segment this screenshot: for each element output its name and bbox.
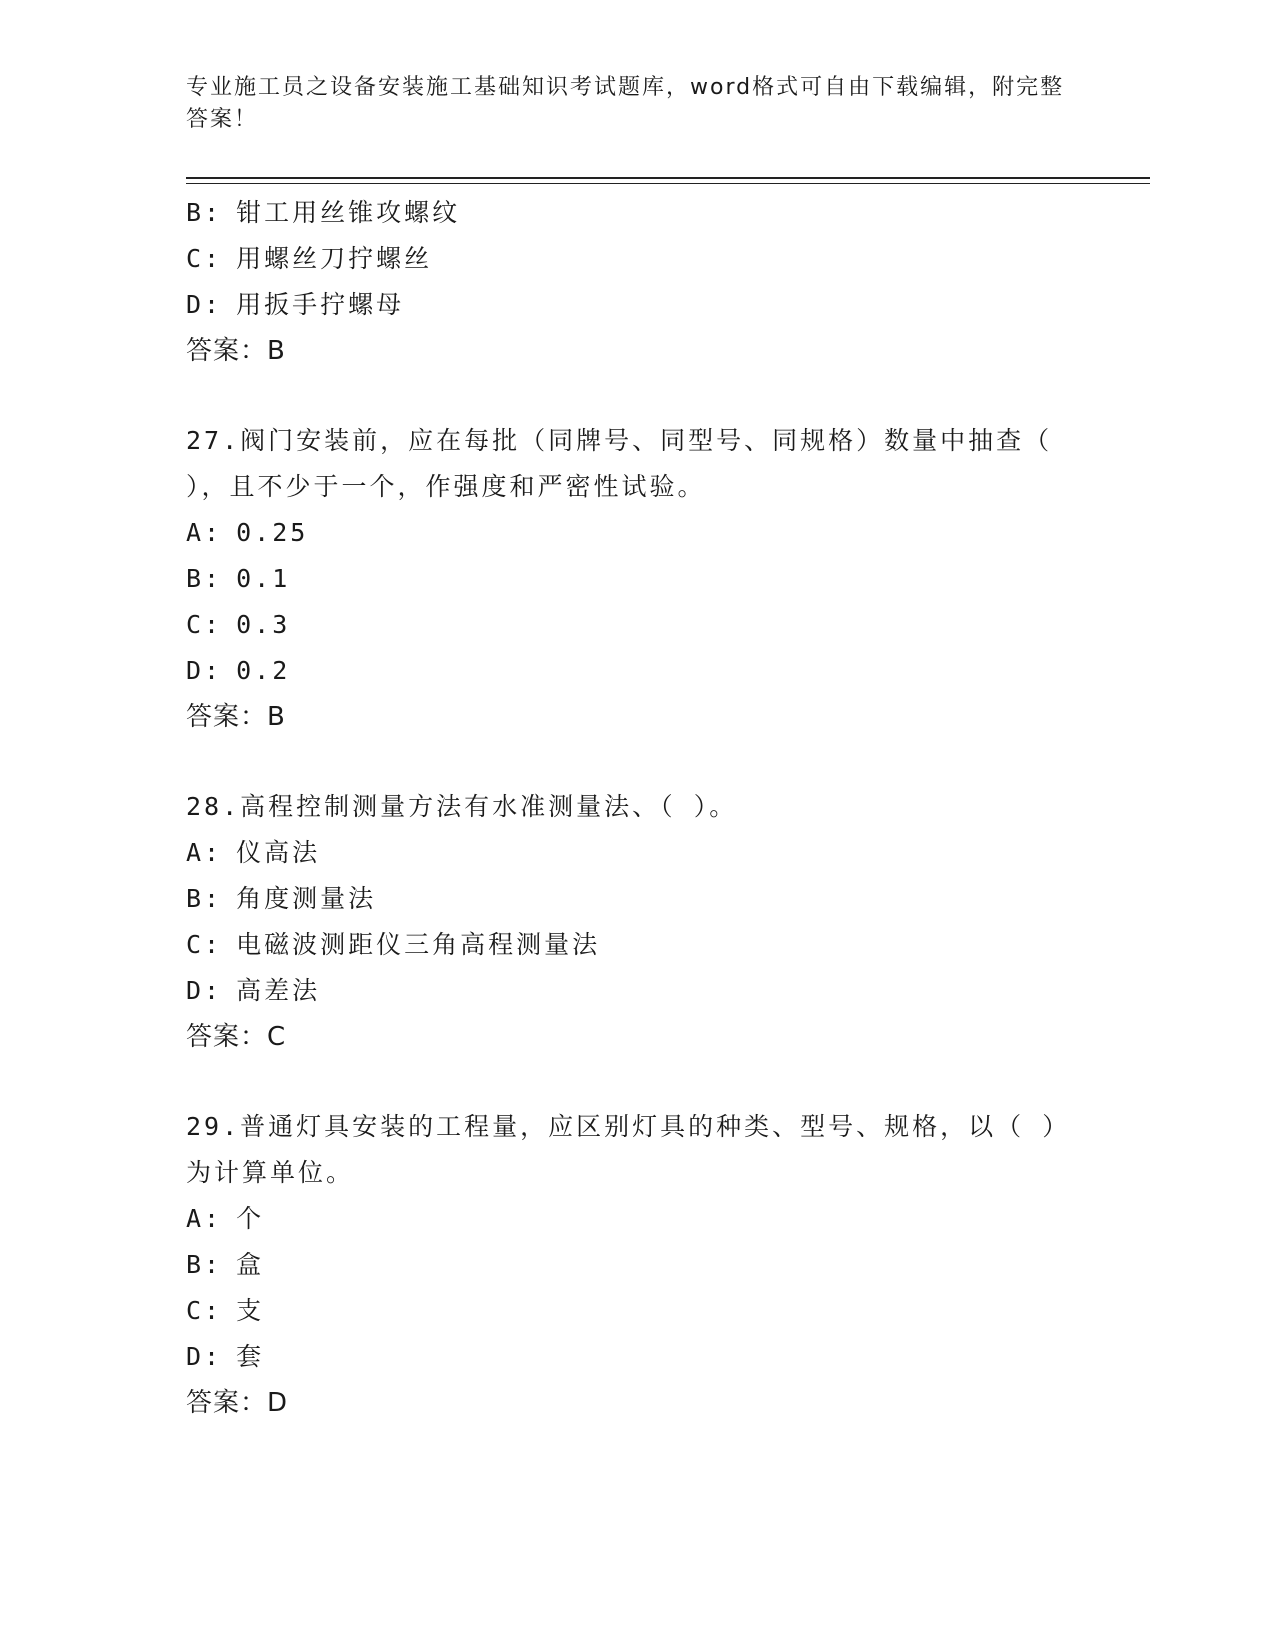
- option-d: [186, 648, 1086, 694]
- answer-line: 答案：B: [186, 702, 286, 732]
- option-text: 个: [236, 1204, 265, 1233]
- option-d: [186, 1334, 1086, 1380]
- question-partial: [186, 190, 1086, 374]
- answer-line: 答案：C: [186, 1022, 287, 1052]
- option-text: 钳工用丝锥攻螺纹: [236, 198, 461, 227]
- question-text: 29.普通灯具安装的工程量，应区别灯具的种类、型号、规格，以（ ）为计算单位。: [186, 1112, 1058, 1187]
- option-label: C:: [186, 610, 223, 639]
- option-text: 0.1: [236, 564, 291, 593]
- option-a: [186, 830, 1086, 876]
- option-label: C:: [186, 1296, 223, 1325]
- option-text: 电磁波测距仪三角高程测量法: [236, 930, 601, 959]
- option-label: C:: [186, 930, 223, 959]
- option-label: D:: [186, 290, 223, 319]
- option-c: [186, 1288, 1086, 1334]
- header-divider-top: [186, 177, 1150, 179]
- option-label: C:: [186, 244, 223, 273]
- option-text: 高差法: [236, 976, 321, 1005]
- option-label: D:: [186, 656, 223, 685]
- option-a: [186, 510, 1086, 556]
- option-text: 用螺丝刀拧螺丝: [236, 244, 433, 273]
- answer-line: 答案：D: [186, 1388, 289, 1418]
- option-label: D:: [186, 976, 223, 1005]
- question-text: 27.阀门安装前，应在每批（同牌号、同型号、同规格）数量中抽查（ ），且不少于一个，作强度和严密性试验。: [186, 426, 1053, 501]
- option-b: [186, 1242, 1086, 1288]
- option-text: 套: [236, 1342, 265, 1371]
- question-29: [186, 1104, 1086, 1426]
- spacer: [186, 1060, 1086, 1104]
- option-label: A:: [186, 518, 223, 547]
- document-header-title: 专业施工员之设备安装施工基础知识考试题库，word格式可自由下载编辑，附完整答案！: [186, 75, 1065, 132]
- option-label: A:: [186, 838, 223, 867]
- option-b: [186, 556, 1086, 602]
- option-text: 盒: [236, 1250, 265, 1279]
- spacer: [186, 740, 1086, 784]
- option-label: B:: [186, 198, 223, 227]
- option-text: 支: [236, 1296, 265, 1325]
- answer-line: 答案：B: [186, 336, 286, 366]
- option-text: 0.25: [236, 518, 309, 547]
- header-divider-bottom: [186, 183, 1150, 184]
- option-text: 0.3: [236, 610, 291, 639]
- option-label: B:: [186, 1250, 223, 1279]
- option-b: [186, 190, 1086, 236]
- option-c: [186, 602, 1086, 648]
- option-d: [186, 282, 1086, 328]
- option-d: [186, 968, 1086, 1014]
- question-27: [186, 418, 1086, 740]
- question-28: [186, 784, 1086, 1060]
- option-text: 用扳手拧螺母: [236, 290, 405, 319]
- option-label: A:: [186, 1204, 223, 1233]
- option-b: [186, 876, 1086, 922]
- option-text: 0.2: [236, 656, 291, 685]
- option-c: [186, 922, 1086, 968]
- option-a: [186, 1196, 1086, 1242]
- option-label: B:: [186, 884, 223, 913]
- option-c: [186, 236, 1086, 282]
- question-list: [186, 190, 1086, 1426]
- option-text: 仪高法: [236, 838, 321, 867]
- spacer: [186, 374, 1086, 418]
- option-label: D:: [186, 1342, 223, 1371]
- option-text: 角度测量法: [236, 884, 377, 913]
- question-text: 28.高程控制测量方法有水准测量法、（ ）。: [186, 792, 738, 821]
- option-label: B:: [186, 564, 223, 593]
